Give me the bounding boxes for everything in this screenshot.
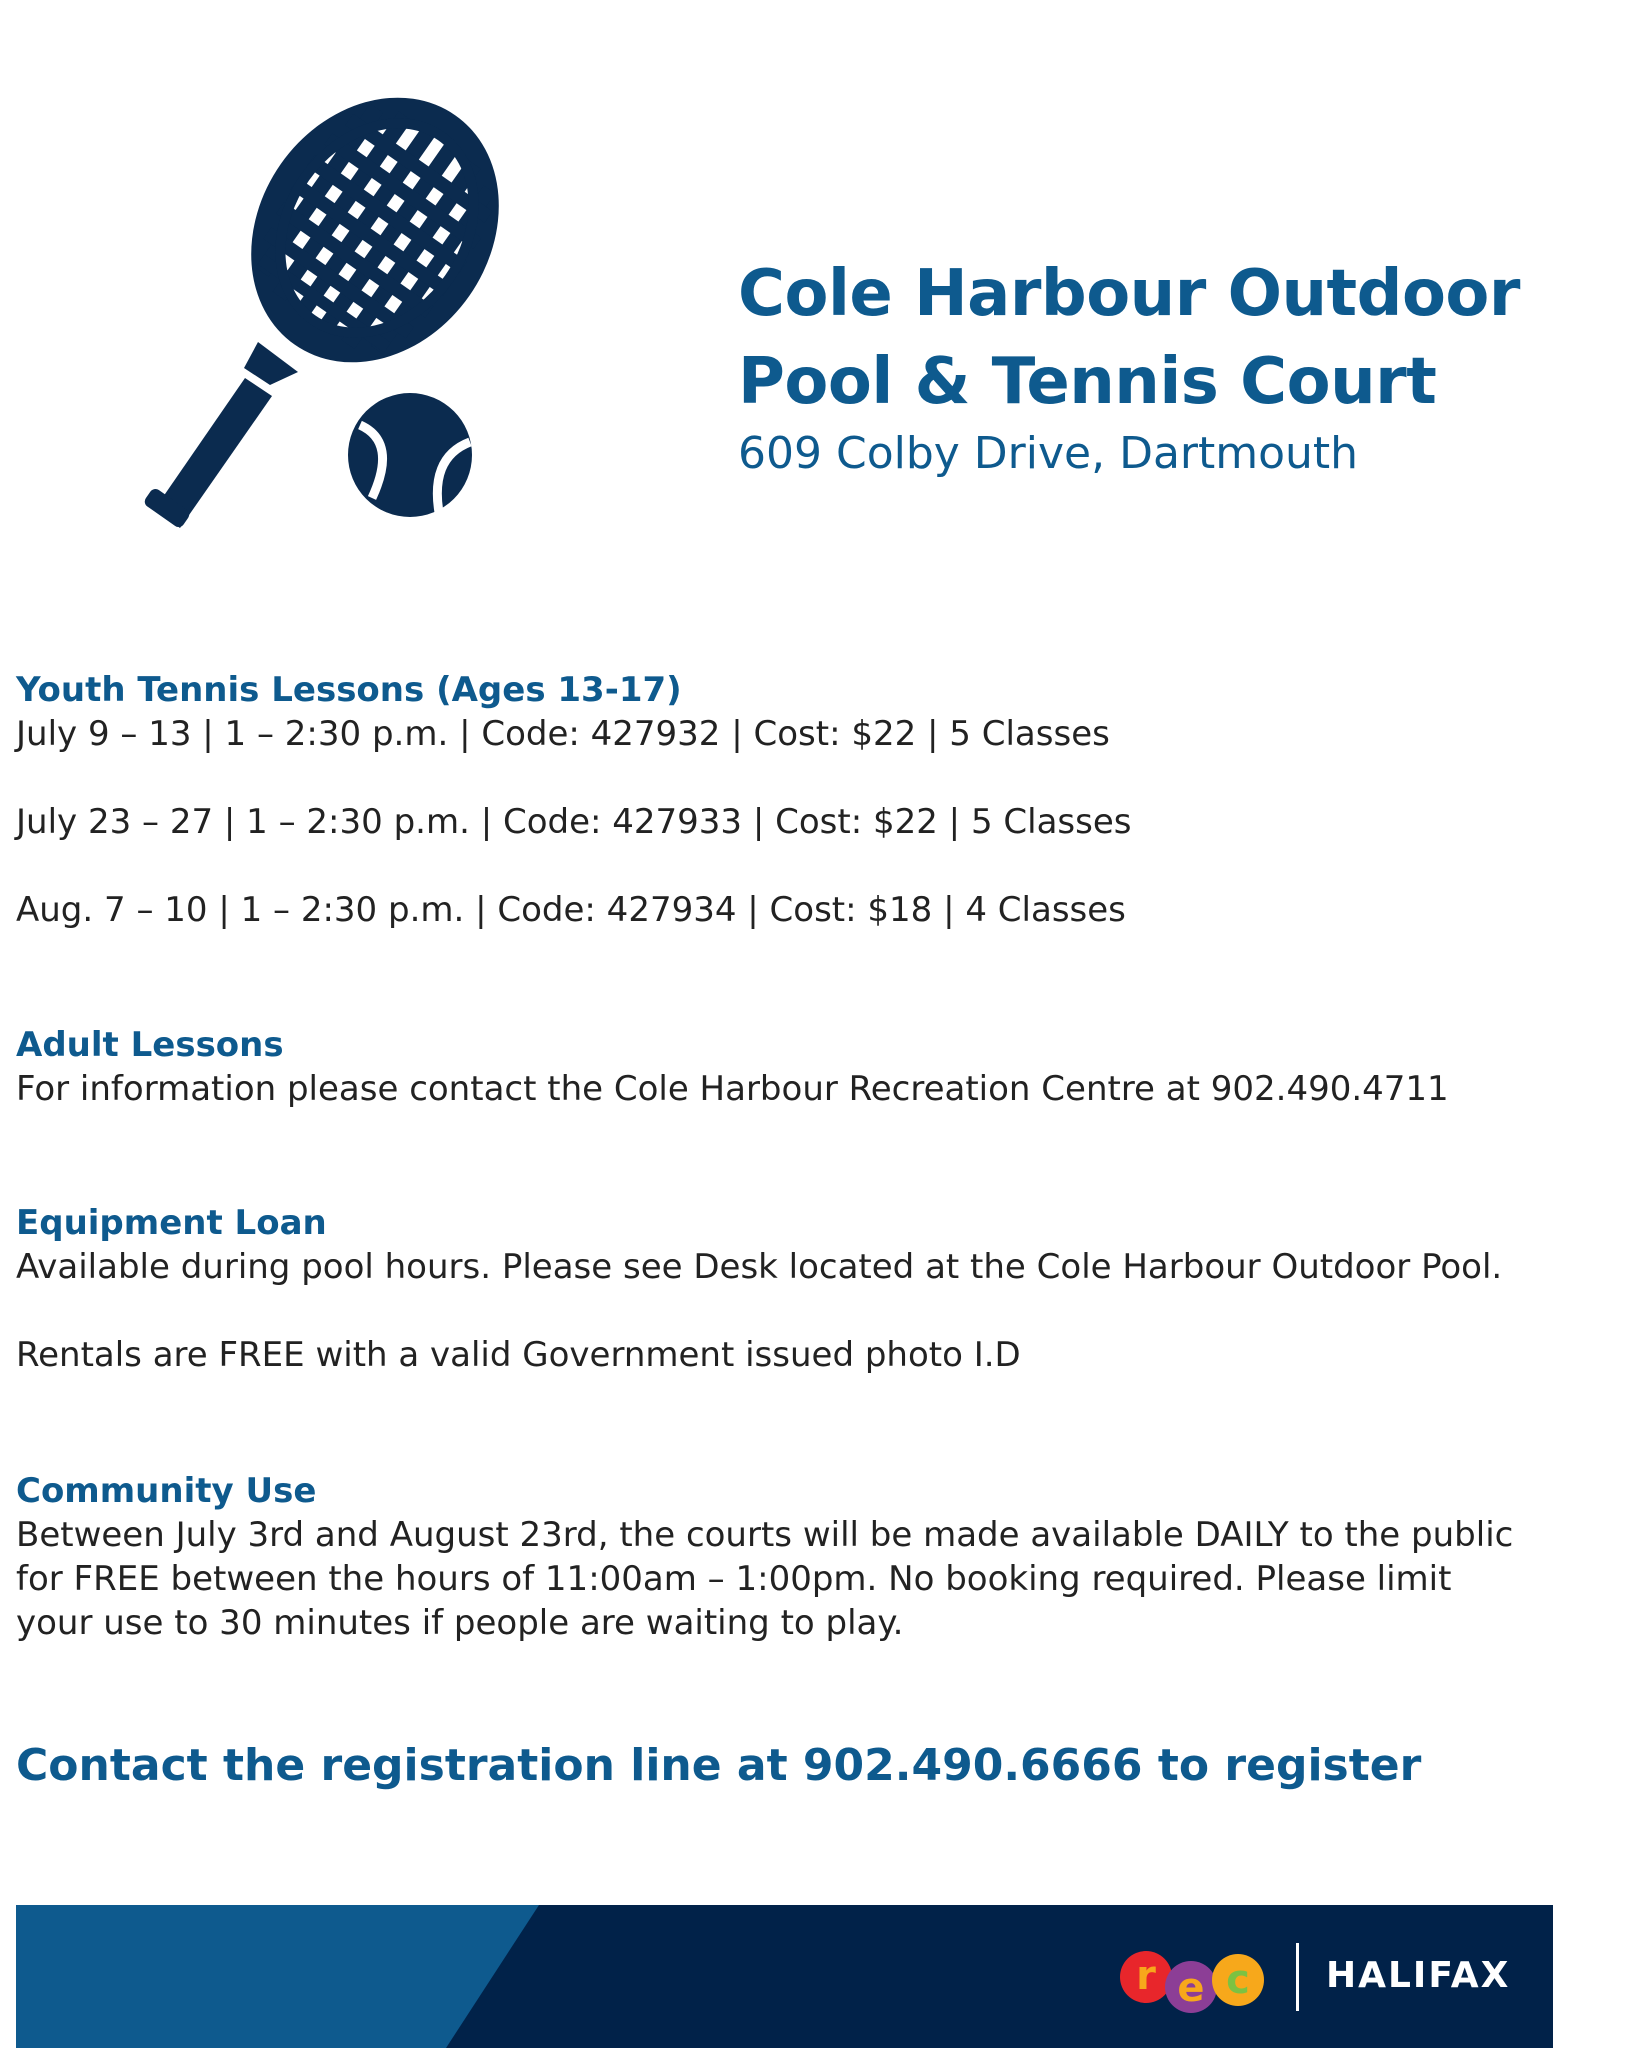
footer-band	[16, 1905, 1553, 2048]
rec-letter-e: e	[1177, 1965, 1205, 2011]
adult-lessons-heading: Adult Lessons	[16, 1025, 284, 1065]
rec-letter-r: r	[1136, 1953, 1156, 1999]
header-block	[738, 250, 1520, 482]
halifax-logo-text: HALIFAX	[1326, 1955, 1511, 1996]
youth-session-1: July 9 – 13 | 1 – 2:30 p.m. | Code: 427932 | Cost: $22 | 5 Classes	[16, 714, 1110, 754]
community-use-line-3: your use to 30 minutes if people are waiting to play.	[16, 1603, 904, 1643]
address: 609 Colby Drive, Dartmouth	[738, 428, 1359, 479]
adult-lessons-text: For information please contact the Cole Harbour Recreation Centre at 902.490.4711	[16, 1069, 1449, 1109]
equipment-rentals-text: Rentals are FREE with a valid Government issued photo I.D	[16, 1335, 1021, 1375]
youth-session-3: Aug. 7 – 10 | 1 – 2:30 p.m. | Code: 427934 | Cost: $18 | 4 Classes	[16, 890, 1126, 930]
rec-logo	[1116, 1947, 1276, 2017]
youth-lessons-section	[16, 668, 1131, 932]
tennis-ball-icon	[348, 393, 472, 518]
page-title-line1: Cole Harbour Outdoor	[738, 257, 1520, 331]
logo-divider	[1296, 1943, 1299, 2011]
community-use-heading: Community Use	[16, 1471, 317, 1511]
community-use-section	[16, 1469, 1513, 1645]
equipment-loan-text: Available during pool hours. Please see Desk located at the Cole Harbour Outdoor Pool.	[16, 1247, 1503, 1287]
page-title-line2: Pool & Tennis Court	[738, 345, 1437, 419]
equipment-loan-section	[16, 1201, 1502, 1377]
footer-background	[16, 1905, 1553, 2048]
adult-lessons-section	[16, 1023, 1449, 1111]
youth-lessons-heading: Youth Tennis Lessons (Ages 13-17)	[16, 670, 682, 710]
community-use-line-1: Between July 3rd and August 23rd, the courts will be made available DAILY to the public	[16, 1515, 1514, 1555]
rec-letter-c: c	[1226, 1957, 1250, 2003]
registration-cta: Contact the registration line at 902.490.6666 to register	[16, 1740, 1422, 1791]
community-use-line-2: for FREE between the hours of 11:00am – 1:00pm. No booking required. Please limit	[16, 1559, 1452, 1599]
equipment-loan-heading: Equipment Loan	[16, 1203, 327, 1243]
tennis-racket-illustration	[140, 80, 520, 560]
youth-session-2: July 23 – 27 | 1 – 2:30 p.m. | Code: 427933 | Cost: $22 | 5 Classes	[16, 802, 1132, 842]
